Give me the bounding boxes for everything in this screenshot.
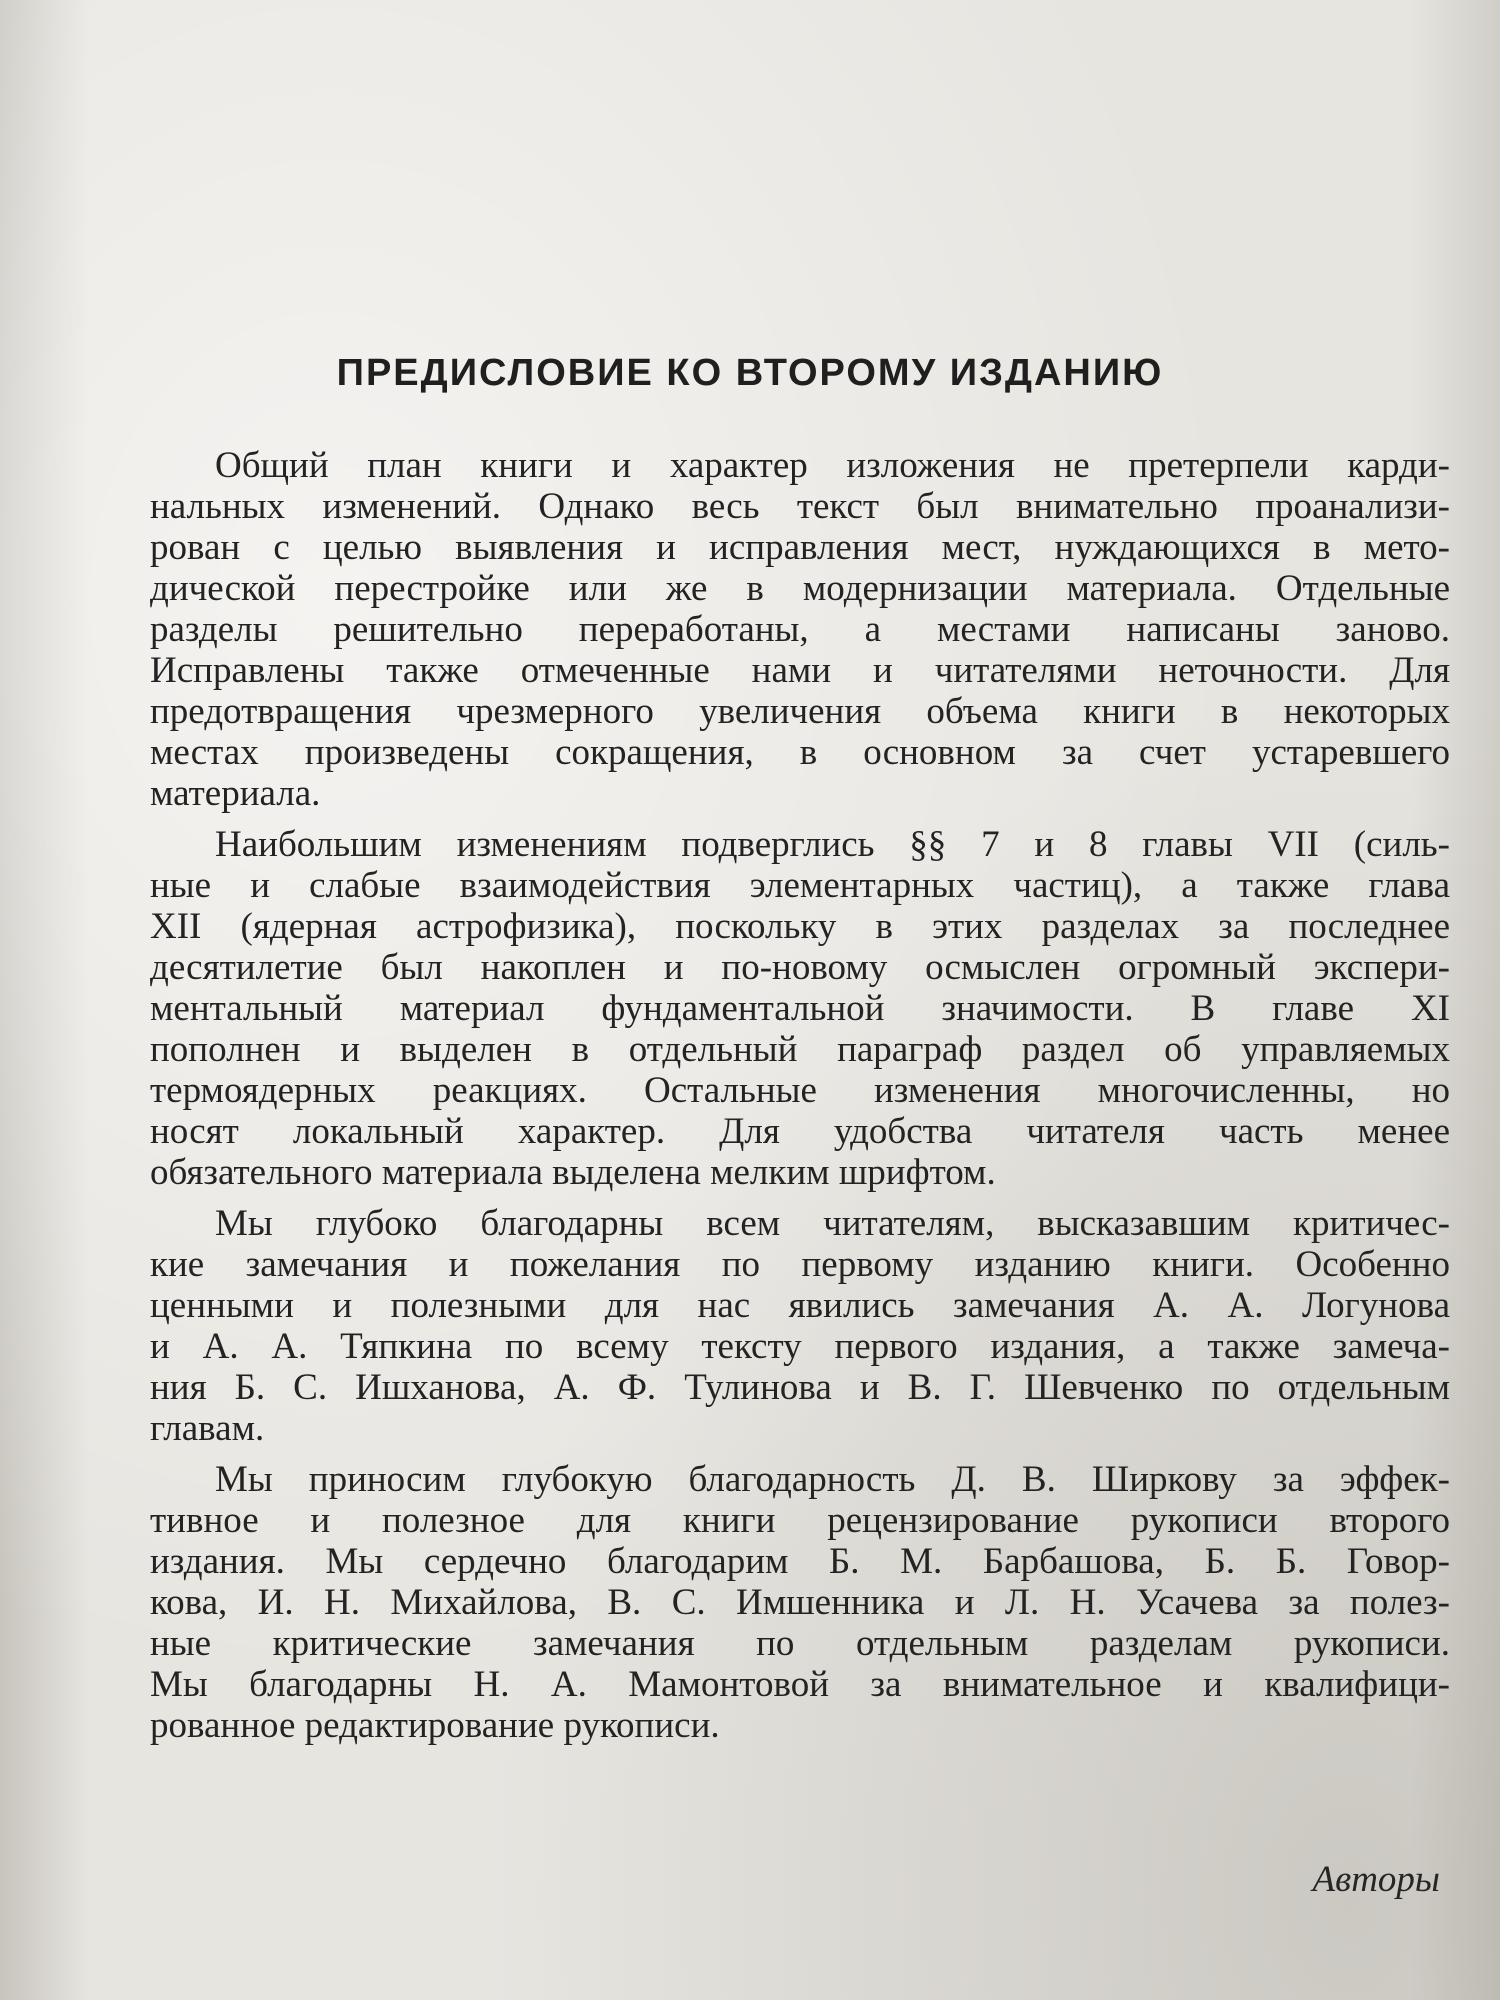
text-line: ценными и полезными для нас явились замечания А. А. Логунова — [150, 1285, 1450, 1326]
text-line: главам. — [150, 1408, 265, 1449]
text-line: ментальный материал фундаментальной значимости. В главе XI — [150, 988, 1450, 1029]
text-line: обязательного материала выделена мелким шрифтом. — [150, 1152, 996, 1193]
text-line: XII (ядерная астрофизика), поскольку в этих разделах за последнее — [150, 906, 1450, 947]
paragraph-4 — [150, 1459, 1450, 1746]
text-line: Общий план книги и характер изложения не претерпели карди- — [215, 445, 1450, 486]
text-line: рован с целью выявления и исправления мест, нуждающихся в мето- — [150, 527, 1450, 568]
text-line: Исправлены также отмеченные нами и читателями неточности. Для — [150, 650, 1450, 691]
text-line: дической перестройке или же в модернизации материала. Отдельные — [150, 568, 1450, 609]
text-line: Мы благодарны Н. А. Мамонтовой за внимательное и квалифици- — [150, 1664, 1450, 1705]
text-line: нальных изменений. Однако весь текст был внимательно проанализи- — [150, 486, 1450, 527]
text-line: ные критические замечания по отдельным разделам рукописи. — [150, 1623, 1450, 1664]
text-line: Наибольшим изменениям подверглись §§ 7 и 8 главы VII (силь- — [215, 824, 1450, 865]
text-line: ния Б. С. Ишханова, А. Ф. Тулинова и В. Г. Шевченко по отдельным — [150, 1367, 1450, 1408]
text-line: местах произведены сокращения, в основном за счет устаревшего — [150, 732, 1450, 773]
text-line: носят локальный характер. Для удобства читателя часть менее — [150, 1111, 1450, 1152]
text-line: разделы решительно переработаны, а местами написаны заново. — [150, 609, 1450, 650]
text-line: рованное редактирование рукописи. — [150, 1705, 720, 1746]
page-title: ПРЕДИСЛОВИЕ КО ВТОРОМУ ИЗДАНИЮ — [336, 352, 1164, 394]
text-line: издания. Мы сердечно благодарим Б. М. Барбашова, Б. Б. Говор- — [150, 1541, 1450, 1582]
text-line: материала. — [150, 773, 321, 814]
text-line: Мы глубоко благодарны всем читателям, высказавшим критичес- — [215, 1203, 1450, 1244]
text-line: кие замечания и пожелания по первому изданию книги. Особенно — [150, 1244, 1450, 1285]
paragraph-1 — [150, 445, 1450, 814]
text-line: десятилетие был накоплен и по-новому осмыслен огромный экспери- — [150, 947, 1450, 988]
text-line: ные и слабые взаимодействия элементарных частиц), а также глава — [150, 865, 1450, 906]
text-line: и А. А. Тяпкина по всему тексту первого издания, а также замеча- — [150, 1326, 1450, 1367]
signature-authors: Авторы — [1312, 1859, 1440, 1900]
text-line: пополнен и выделен в отдельный параграф раздел об управляемых — [150, 1029, 1450, 1070]
paragraph-2 — [150, 824, 1450, 1193]
text-line: тивное и полезное для книги рецензирование рукописи второго — [150, 1500, 1450, 1541]
text-line: Мы приносим глубокую благодарность Д. В. Ширкову за эффек- — [215, 1459, 1450, 1500]
text-line: термоядерных реакциях. Остальные изменения многочисленны, но — [150, 1070, 1450, 1111]
preface-body — [150, 445, 1450, 1756]
paragraph-3 — [150, 1203, 1450, 1449]
text-line: предотвращения чрезмерного увеличения объема книги в некоторых — [150, 691, 1450, 732]
text-line: кова, И. Н. Михайлова, В. С. Имшенника и Л. Н. Усачева за полез- — [150, 1582, 1450, 1623]
